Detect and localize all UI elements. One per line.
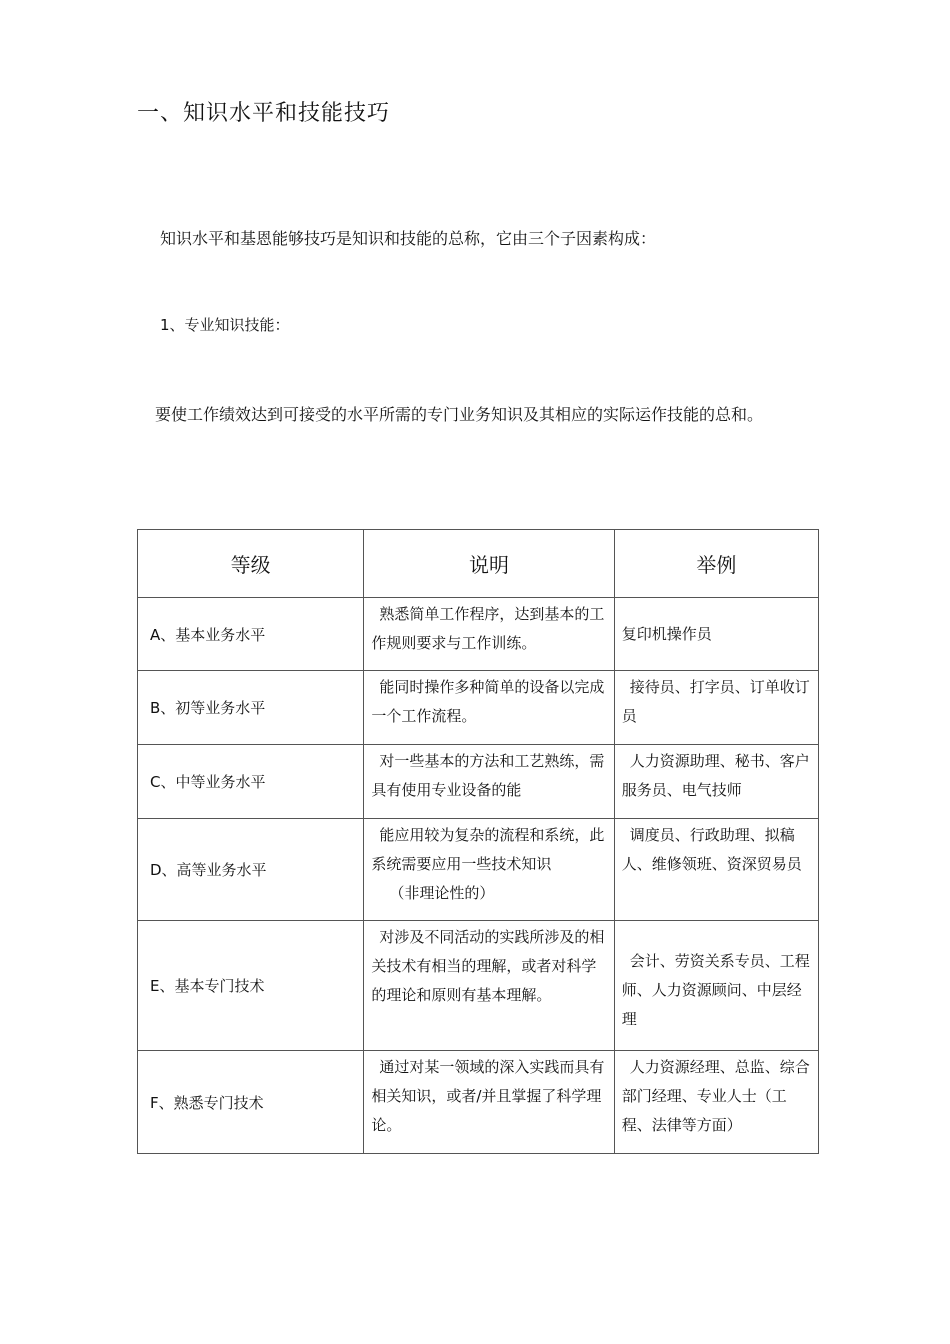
level-cell: D、高等业务水平: [138, 819, 364, 921]
example-cell: 人力资源经理、总监、综合部门经理、专业人士（工程、法律等方面）: [614, 1051, 818, 1154]
level-cell: E、基本专门技术: [138, 921, 364, 1051]
description-cell: 能同时操作多种简单的设备以完成一个工作流程。: [364, 671, 614, 745]
description-cell: 对一些基本的方法和工艺熟练，需具有使用专业设备的能: [364, 745, 614, 819]
header-level: 等级: [138, 530, 364, 598]
description-cell: 对涉及不同活动的实践所涉及的相关技术有相当的理解，或者对科学的理论和原则有基本理解。: [364, 921, 614, 1051]
example-cell: 人力资源助理、秘书、客户服务员、电气技师: [614, 745, 818, 819]
table-row: [138, 921, 819, 1051]
table-row: [138, 1051, 819, 1154]
header-description: 说明: [364, 530, 614, 598]
example-cell: 调度员、行政助理、拟稿人、维修领班、资深贸易员: [614, 819, 818, 921]
description-note: （非理论性的）: [389, 884, 495, 902]
header-example: 举例: [614, 530, 818, 598]
description-cell: 通过对某一领域的深入实践而具有相关知识，或者/并且掌握了科学理论。: [364, 1051, 614, 1154]
example-cell: 会计、劳资关系专员、工程师、人力资源顾问、中层经理: [614, 921, 818, 1051]
level-cell: A、基本业务水平: [138, 598, 364, 671]
skill-level-table: [137, 529, 819, 1154]
section-description: 要使工作绩效达到可接受的水平所需的专门业务知识及其相应的实际运作技能的总和。: [155, 405, 764, 424]
page-heading: 一、知识水平和技能技巧: [137, 101, 391, 126]
table-row: [138, 671, 819, 745]
table-row: [138, 598, 819, 671]
intro-paragraph: 知识水平和基恩能够技巧是知识和技能的总称，它由三个子因素构成：: [160, 229, 657, 248]
description-cell: 熟悉简单工作程序，达到基本的工作规则要求与工作训练。: [364, 598, 614, 671]
level-cell: F、熟悉专门技术: [138, 1051, 364, 1154]
description-cell: [364, 819, 614, 921]
section-title: 1、专业知识技能：: [160, 316, 290, 334]
table-header-row: [138, 530, 819, 598]
example-cell: 接待员、打字员、订单收订员: [614, 671, 818, 745]
level-cell: C、中等业务水平: [138, 745, 364, 819]
level-cell: B、初等业务水平: [138, 671, 364, 745]
table-row: [138, 745, 819, 819]
example-cell: 复印机操作员: [614, 598, 818, 671]
table-row: [138, 819, 819, 921]
description-text: 能应用较为复杂的流程和系统，此系统需要应用一些技术知识: [371, 826, 605, 873]
